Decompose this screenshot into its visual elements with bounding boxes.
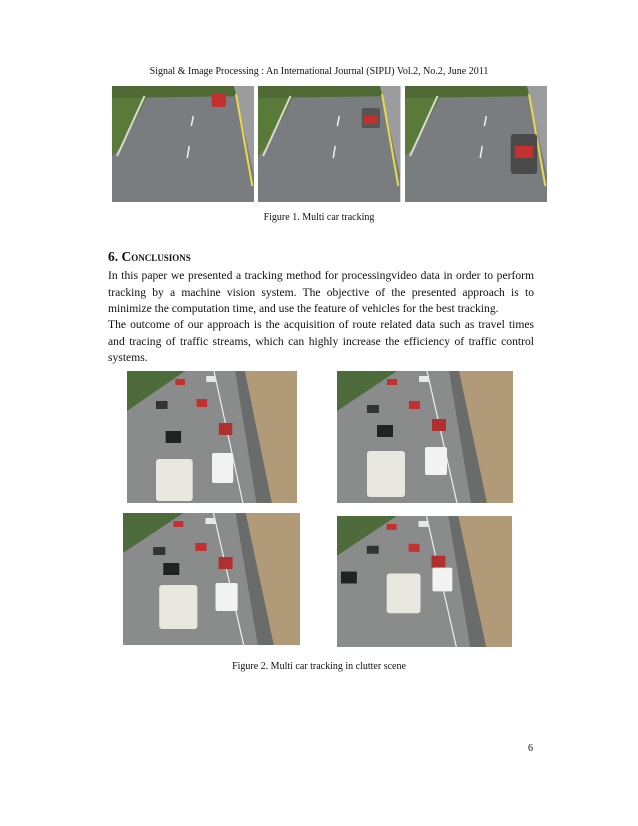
figure-1-frame-1 [112, 86, 254, 202]
figure-2-scene-3 [123, 513, 300, 645]
figure-1-caption: Figure 1. Multi car tracking [263, 212, 375, 223]
figure-1-frame-3 [405, 86, 547, 202]
running-header: Signal & Image Processing : An International Journal (SIPIJ) Vol.2, No.2, June 2011 [149, 66, 489, 77]
page-number: 6 [528, 743, 533, 754]
paragraph-1: In this paper we presented a tracking method for processingvideo data in order to perform tracking by a machine vision system. The objective of the presented approach is to minimize the computation time, and use the feature of vehicles for the best tracking. [108, 269, 534, 316]
figure-2-scene-2 [337, 371, 513, 503]
figure-2-scene-1 [127, 371, 297, 503]
figure-1-frames [112, 86, 547, 202]
section-heading [108, 249, 191, 265]
figure-2-caption: Figure 2. Multi car tracking in clutter scene [232, 661, 406, 672]
figure-1-frame-2 [258, 86, 400, 202]
section-title: Conclusions [121, 249, 191, 264]
figure-2-scene-4 [337, 516, 512, 647]
section-number: 6. [108, 249, 122, 264]
paragraph-2: The outcome of our approach is the acquisition of route related data such as travel times and tracing of traffic streams, which can highly increase the efficiency of traffic control systems. [108, 318, 534, 365]
